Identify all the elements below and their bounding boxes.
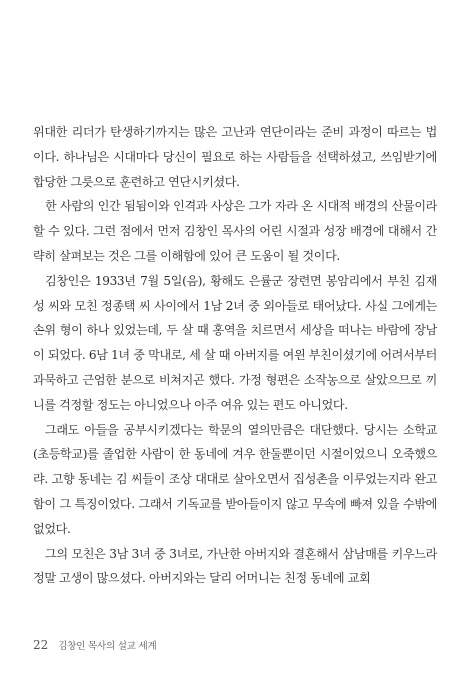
- paragraph-3: 김창인은 1933년 7월 5일(음), 황해도 은률군 장련면 봉암리에서 부친 김재성 씨와 모친 정종택 씨 사이에서 1남 2녀 중 외아들로 태어났다. 사실 그에게는 손위 형이 하나 있었는데, 두 살 때 홍역을 치르면서 세상을 떠나는 바람에 장남이 되었다. 6남 1녀 중 막내로, 세 살 때 아버지를 여읜 부친이셨기에 어려서부터 과묵하고 근엄한 분으로 비쳐지곤 했다. 가정 형편은 소작농으로 살았으므로 끼니를 걱정할 정도는 아니었으나 아주 여유 있는 편도 아니었다.: [33, 273, 437, 412]
- running-title: 김창인 목사의 설교 세계: [58, 641, 157, 652]
- page-number: 22: [33, 638, 49, 652]
- paragraph-5: 그의 모친은 3남 3녀 중 3녀로, 가난한 아버지와 결혼해서 삼남매를 키우느라 정말 고생이 많으셨다. 아버지와는 달리 어머니는 친정 동네에 교회: [33, 546, 437, 586]
- paragraph-1: 위대한 리더가 탄생하기까지는 많은 고난과 연단이라는 준비 과정이 따르는 법이다. 하나님은 시대마다 당신이 필요로 하는 사람들을 선택하셨고, 쓰임받기에 합당한 그릇으로 훈련하고 연단시키셨다.: [33, 125, 437, 189]
- paragraph-4: 그래도 아들을 공부시키겠다는 학문의 열의만큼은 대단했다. 당시는 소학교(초등학교)를 졸업한 사람이 한 동네에 겨우 한둘뿐이던 시절이었으니 오죽했으랴. 고향 동네는 김 씨들이 조상 대대로 살아오면서 집성촌을 이루었는지라 완고함이 그 특징이었다. 그래서 기독교를 받아들이지 않고 무속에 빠져 있을 수밖에 없었다.: [33, 422, 437, 536]
- body-text: [33, 120, 437, 591]
- page-footer: [33, 638, 157, 652]
- paragraph-2: 한 사람의 인간 됨됨이와 인격과 사상은 그가 자라 온 시대적 배경의 산물이라 할 수 있다. 그런 점에서 먼저 김창인 목사의 어린 시절과 성장 배경에 대해서 간략히 살펴보는 것은 그를 이해함에 있어 큰 도움이 될 것이다.: [33, 199, 437, 263]
